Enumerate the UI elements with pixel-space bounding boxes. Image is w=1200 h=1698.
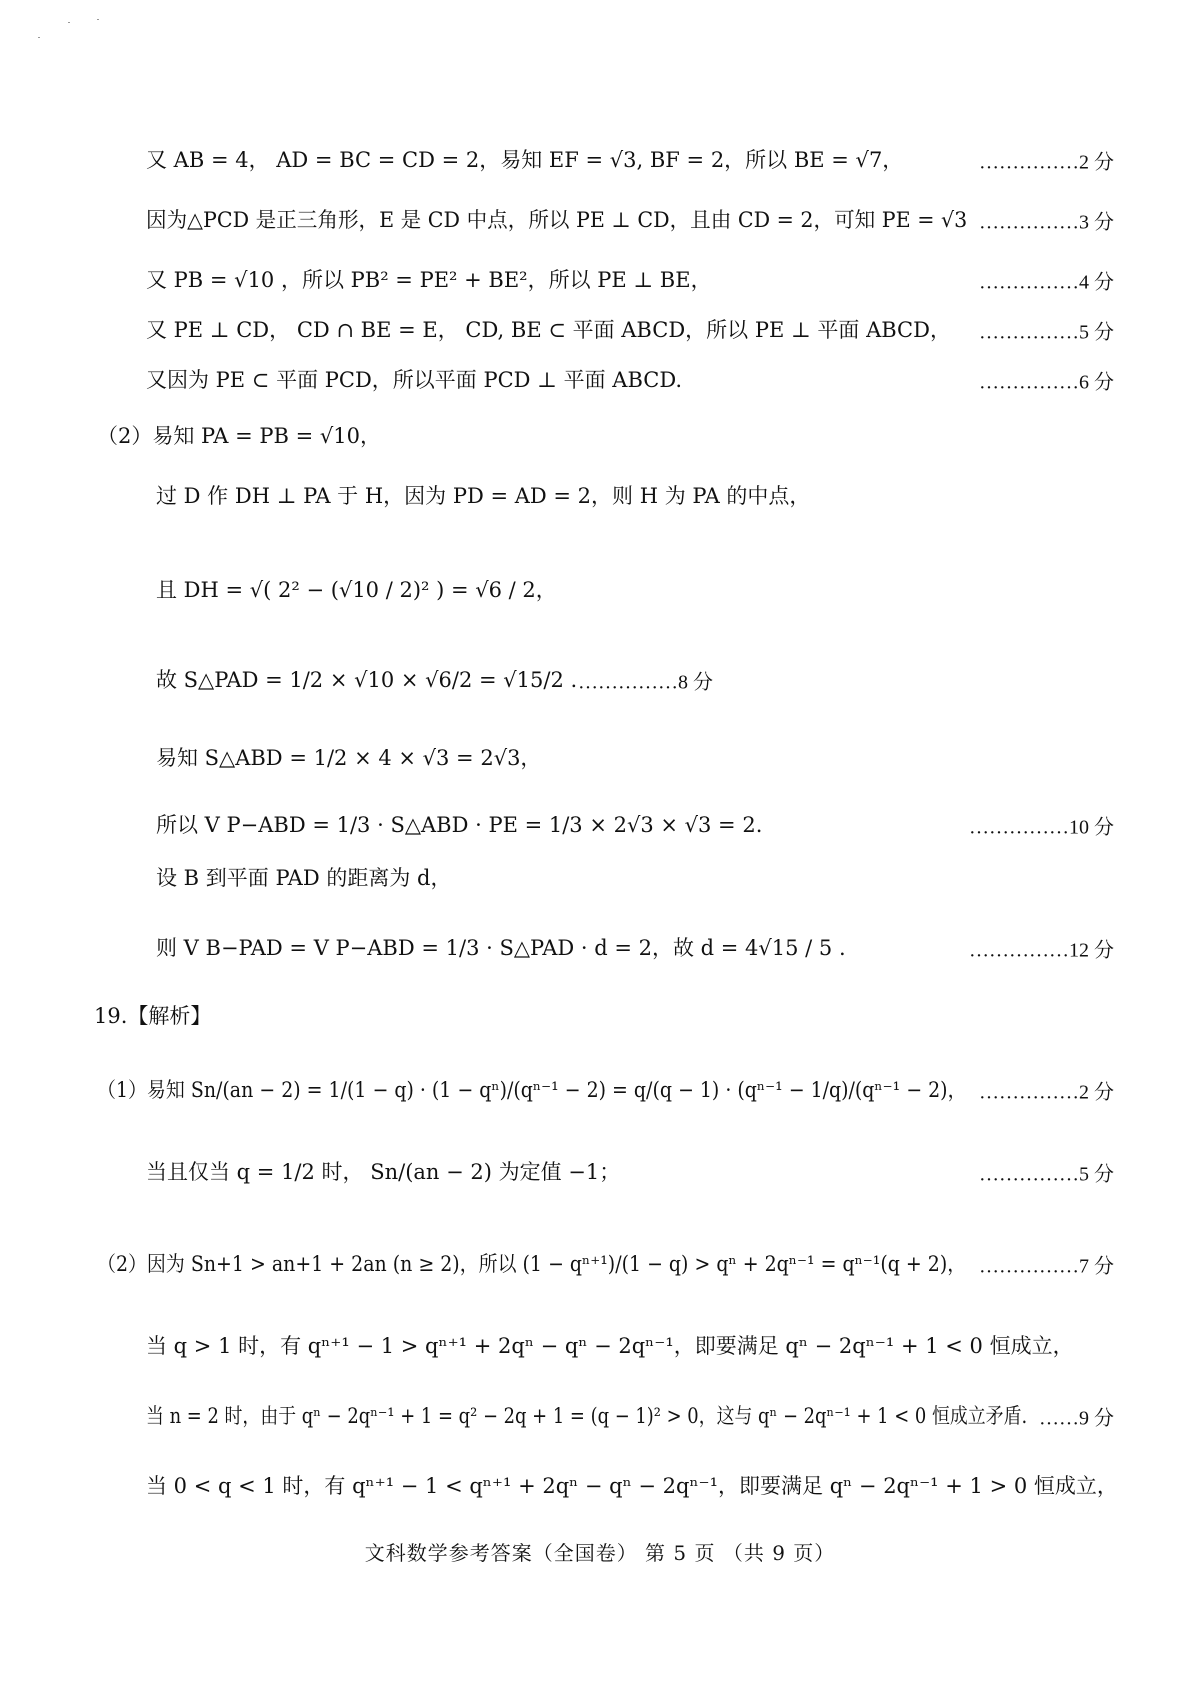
line-text: （2）因为 Sn+1 > an+1 + 2an (n ≥ 2)，所以 (1 − qⁿ⁺¹)/(1 − q) > qⁿ + 2qⁿ⁻¹ = qⁿ⁻¹(q + 2)，	[97, 1252, 967, 1276]
line-text: 且 DH = √( 2² − (√10 / 2)² ) = √6 / 2，	[156, 578, 557, 602]
line-text: 当 n = 2 时，由于 qⁿ − 2qⁿ⁻¹ + 1 = q² − 2q + 1 = (q − 1)² > 0，这与 qⁿ − 2qⁿ⁻¹ + 1 < 0 恒成立矛盾.	[146, 1404, 1028, 1428]
line-text: 又 PE ⊥ CD， CD ∩ BE = E， CD, BE ⊂ 平面 ABCD，所以 PE ⊥ 平面 ABCD，	[146, 318, 951, 342]
line-text: 当 q > 1 时，有 qⁿ⁺¹ − 1 > qⁿ⁺¹ + 2qⁿ − qⁿ − 2qⁿ⁻¹，即要满足 qⁿ − 2qⁿ⁻¹ + 1 < 0 恒成立，	[146, 1334, 1074, 1358]
line-text: 易知 S△ABD = 1/2 × 4 × √3 = 2√3，	[156, 746, 542, 770]
problem-heading: 19.【解析】	[94, 1004, 212, 1028]
line-text: （1）易知 Sn/(an − 2) = 1/(1 − q) · (1 − qⁿ)/(qⁿ⁻¹ − 2) = q/(q − 1) · (qⁿ⁻¹ − 1/q)/(qⁿ⁻¹ − 2)，	[97, 1078, 967, 1102]
page-footer: 文科数学参考答案（全国卷） 第 5 页 （共 9 页）	[364, 1541, 836, 1565]
line-text: 又 AB = 4， AD = BC = CD = 2，易知 EF = √3, BF = 2，所以 BE = √7，	[146, 148, 904, 172]
line-text: （2）易知 PA = PB = √10，	[97, 424, 381, 448]
solution-line	[0, 650, 1200, 710]
solution-line	[0, 795, 1200, 855]
line-text: 设 B 到平面 PAD 的距离为 d，	[156, 866, 452, 890]
score-mark: ……………6 分	[979, 371, 1114, 394]
score-mark: ……………3 分	[979, 211, 1114, 234]
score-mark: ……………10 分	[969, 816, 1114, 839]
line-text: 又因为 PE ⊂ 平面 PCD，所以平面 PCD ⊥ 平面 ABCD.	[146, 368, 683, 392]
solution-line	[0, 986, 1200, 1046]
solution-line	[0, 560, 1200, 620]
line-text: 当且仅当 q = 1/2 时， Sn/(an − 2) 为定值 −1；	[146, 1160, 621, 1184]
solution-line	[0, 190, 1200, 250]
solution-line	[0, 728, 1200, 788]
solution-line	[0, 466, 1200, 526]
score-mark: ……………4 分	[979, 271, 1114, 294]
solution-line	[0, 918, 1200, 978]
score-mark: ……………5 分	[979, 1163, 1114, 1186]
line-text: 则 V B−PAD = V P−ABD = 1/3 · S△PAD · d = 2，故 d = 4√15 / 5 .	[156, 936, 846, 960]
line-text: 又 PB = √10 ，所以 PB² = PE² + BE²，所以 PE ⊥ BE，	[146, 268, 712, 292]
solution-line	[0, 848, 1200, 908]
score-mark: ……………7 分	[979, 1255, 1114, 1278]
line-text: 故 S△PAD = 1/2 × √10 × √6/2 = √15/2 .	[156, 668, 578, 692]
scan-speck	[97, 19, 99, 20]
score-mark: ……………2 分	[979, 1081, 1114, 1104]
score-mark: ……………2 分	[979, 151, 1114, 174]
solution-line	[0, 130, 1200, 190]
line-text: 过 D 作 DH ⊥ PA 于 H，因为 PD = AD = 2，则 H 为 PA 的中点，	[156, 484, 811, 508]
line-text: 所以 V P−ABD = 1/3 · S△ABD · PE = 1/3 × 2√3 × √3 = 2.	[156, 813, 763, 837]
score-mark: ……………5 分	[979, 321, 1114, 344]
scan-speck	[38, 37, 40, 38]
solution-line	[0, 1456, 1200, 1516]
solution-line	[0, 1142, 1200, 1202]
solution-line	[0, 1234, 1200, 1294]
line-text: 因为△PCD 是正三角形，E 是 CD 中点，所以 PE ⊥ CD，且由 CD = 2，可知 PE = √3	[146, 208, 968, 232]
score-mark: ……………12 分	[969, 939, 1114, 962]
scan-speck	[68, 22, 70, 23]
line-text: 当 0 < q < 1 时，有 qⁿ⁺¹ − 1 < qⁿ⁺¹ + 2qⁿ − qⁿ − 2qⁿ⁻¹，即要满足 qⁿ − 2qⁿ⁻¹ + 1 > 0 恒成立，	[146, 1474, 1118, 1498]
solution-line	[0, 1060, 1200, 1120]
solution-line	[0, 1316, 1200, 1376]
solution-line	[0, 406, 1200, 466]
score-mark: ……………8 分	[578, 671, 713, 694]
score-mark: ……9 分	[1039, 1407, 1114, 1430]
solution-line	[0, 350, 1200, 410]
solution-line	[0, 1386, 1200, 1446]
